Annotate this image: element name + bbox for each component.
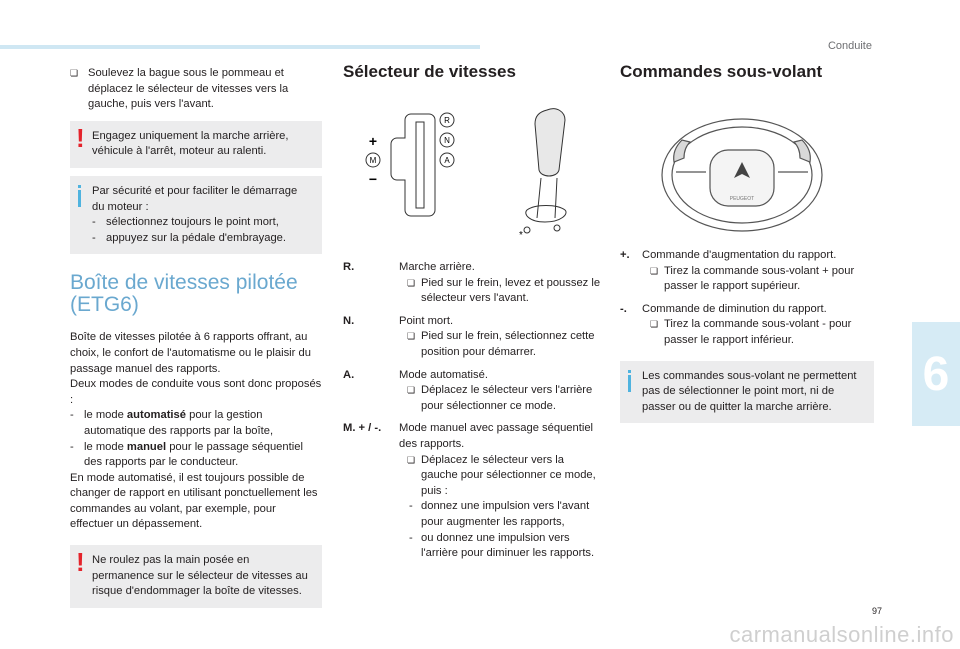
- list-item: - le mode automatisé pour la gestion automatique des rapports par la boîte,: [70, 409, 274, 437]
- paragraph: En mode automatisé, il est toujours possible de changer de rapport en utilisant ponctuellement les commandes au volant, par exemple, pour effectuer un dépassement.: [70, 471, 318, 531]
- info-icon: [78, 185, 82, 207]
- gear-label-m: M: [369, 156, 377, 165]
- gear-label-a: A: [444, 156, 450, 165]
- info-icon: [628, 370, 632, 392]
- section-title: Sélecteur de vitesses: [343, 62, 516, 81]
- section-label: Conduite: [827, 40, 872, 52]
- gear-position-list: [343, 260, 601, 562]
- gear-selector-illustration: [351, 102, 581, 252]
- section-title: Commandes sous-volant: [620, 62, 823, 81]
- gear-label-n: N: [444, 136, 450, 145]
- checkbox-icon: ❏: [407, 385, 416, 396]
- warning-note: ! Engagez uniquement la marche arrière, véhicule à l'arrêt, moteur au ralenti.: [70, 121, 322, 168]
- info-note: Par sécurité et pour faciliter le démarrage du moteur : - sélectionnez toujours le point mort, - appuyez sur la pédale d'embrayage.: [70, 176, 322, 254]
- chapter-tab: [912, 322, 960, 426]
- list-item: - sélectionnez toujours le point mort,: [92, 216, 279, 229]
- section-heading: Boîte de vitesses pilotée (ETG6): [70, 271, 298, 317]
- paddle-list: [620, 248, 874, 349]
- list-item: +. Commande d'augmentation du rapport. ❏ Tirez la commande sous-volant + pour passer le rapport supérieur.: [620, 249, 855, 293]
- warning-note: ! Ne roulez pas la main posée en permanence sur le sélecteur de vitesses au risque d'endommager la boîte de vitesses.: [70, 545, 322, 608]
- checkbox-icon: ❏: [70, 68, 79, 78]
- list-item: N. Point mort. ❏ Pied sur le frein, sélectionnez cette position pour démarrer.: [343, 314, 595, 358]
- paragraph: Boîte de vitesses pilotée à 6 rapports offrant, au choix, le confort de l'automatisme ou le plaisir du passage manuel des rapports.: [70, 331, 311, 375]
- checkbox-icon: ❏: [650, 265, 659, 276]
- checkbox-icon: ❏: [407, 331, 416, 342]
- column-middle: [343, 62, 601, 569]
- list-item: - appuyez sur la pédale d'embrayage.: [92, 231, 287, 244]
- paragraph: Deux modes de conduite vous sont donc proposés :: [70, 378, 322, 406]
- column-left: [70, 62, 322, 616]
- gear-label-plus: +: [368, 133, 378, 149]
- wheel-brand-label: PEUGEOT: [729, 196, 755, 202]
- warning-icon: !: [76, 122, 85, 153]
- warning-icon: !: [76, 547, 85, 578]
- column-right: [620, 62, 874, 431]
- info-note: Les commandes sous-volant ne permettent pas de sélectionner le point mort, ni de passer ou de quitter la marche arrière.: [620, 361, 874, 424]
- list-item: -. Commande de diminution du rapport. ❏ Tirez la commande sous-volant - pour passer le rapport inférieur.: [620, 302, 852, 346]
- list-item: - le mode manuel pour le passage séquentiel des rapports par le conducteur.: [70, 440, 303, 469]
- watermark: carmanualsonline.info: [729, 622, 954, 647]
- steering-wheel-illustration: [624, 100, 874, 240]
- list-item: M. + / -. Mode manuel avec passage séquentiel des rapports. ❏ Déplacez le sélecteur vers la gauche pour sélectionner ce mode, puis : - donnez une impulsion vers l'avant pour augmenter les rapports, - ou donnez une impulsion vers l'arrière pour diminuer les rapports.: [343, 422, 596, 560]
- gear-label-r: R: [444, 116, 450, 125]
- chapter-number: 6: [922, 347, 950, 401]
- checkbox-icon: ❏: [650, 319, 659, 330]
- list-item: R. Marche arrière. ❏ Pied sur le frein, levez et poussez le sélecteur vers l'avant.: [343, 261, 601, 305]
- list-item: A. Mode automatisé. ❏ Déplacez le sélecteur vers l'arrière pour sélectionner ce mode.: [343, 368, 593, 412]
- header-bar: [0, 45, 480, 49]
- bullet-step: ❏ Soulevez la bague sous le pommeau et déplacez le sélecteur de vitesses vers la gauche, puis vers l'avant.: [70, 67, 289, 111]
- page-number: 97: [871, 606, 882, 616]
- selector-star: *: [519, 230, 523, 241]
- checkbox-icon: ❏: [407, 454, 416, 465]
- gear-label-minus: −: [368, 171, 378, 187]
- checkbox-icon: ❏: [407, 277, 416, 288]
